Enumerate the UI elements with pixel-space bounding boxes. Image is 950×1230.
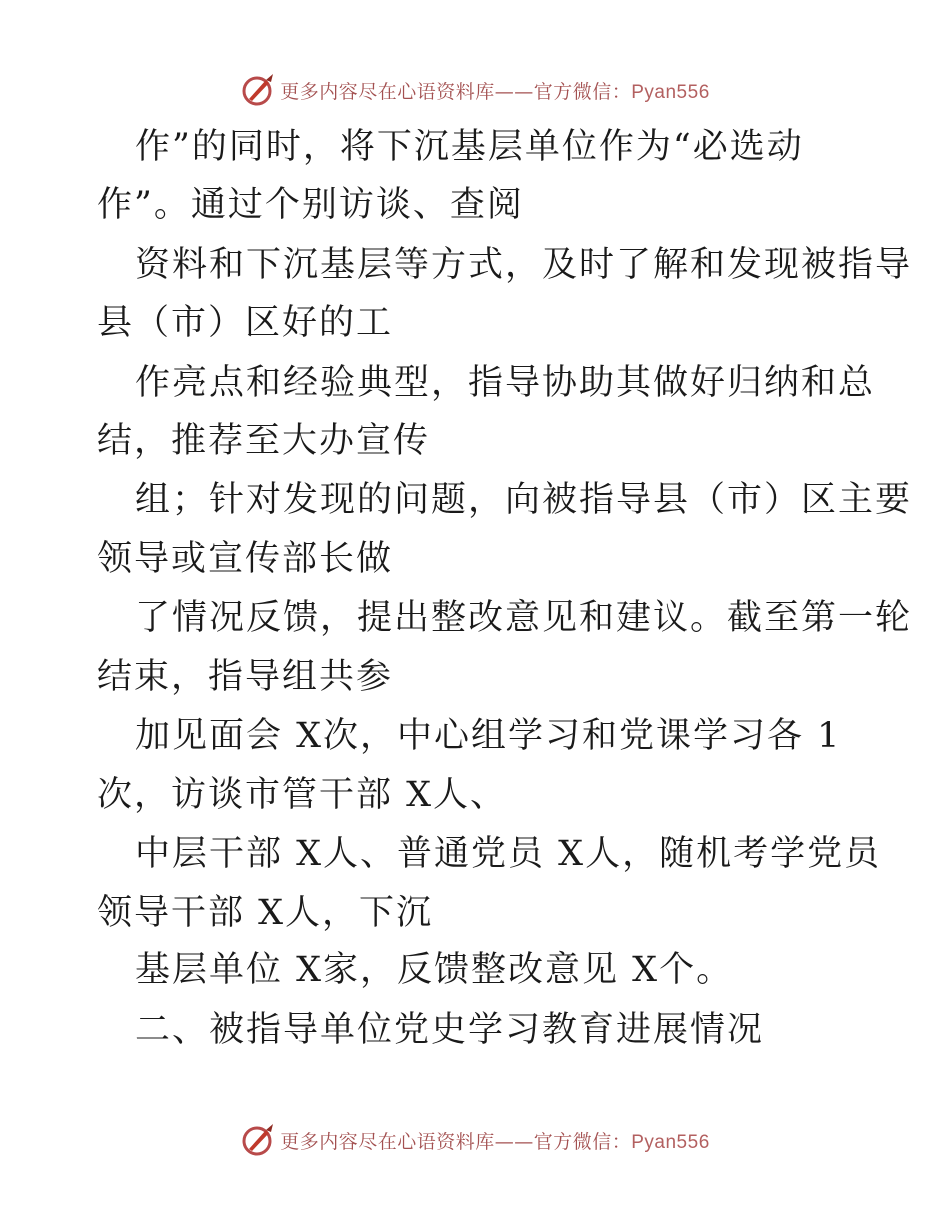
text-line: 县（市）区好的工 bbox=[97, 303, 394, 343]
watermark-text bbox=[280, 1127, 710, 1154]
watermark-brand: 更多内容尽在心语资料库 bbox=[280, 80, 495, 103]
text-line: 基层单位 X家，反馈整改意见 X个。 bbox=[135, 950, 734, 990]
text-line: 结，推荐至大办宣传 bbox=[97, 421, 431, 461]
text-line: 了情况反馈，提出整改意见和建议。截至第一轮 bbox=[135, 598, 913, 638]
watermark-contact-label: 官方微信： bbox=[533, 1130, 632, 1153]
text-line: 领导干部 X人，下沉 bbox=[97, 893, 434, 933]
section-heading: 二、被指导单位党史学习教育进展情况 bbox=[135, 1010, 765, 1050]
text-line: 作亮点和经验典型，指导协助其做好归纳和总 bbox=[135, 363, 876, 403]
text-line: 领导或宣传部长做 bbox=[97, 539, 394, 579]
text-line: 结束，指导组共参 bbox=[97, 657, 394, 697]
watermark-separator: —— bbox=[494, 80, 534, 103]
watermark-contact-id: Pyan556 bbox=[631, 81, 710, 103]
footer-watermark bbox=[0, 1120, 950, 1160]
watermark-contact-id: Pyan556 bbox=[631, 1131, 710, 1153]
quill-logo-icon bbox=[240, 1122, 276, 1158]
text-line: 次，访谈市管干部 X人、 bbox=[97, 775, 508, 815]
text-line: 中层干部 X人、普通党员 X人，随机考学党员 bbox=[135, 834, 882, 874]
watermark-separator: —— bbox=[494, 1130, 534, 1153]
text-line: 资料和下沉基层等方式，及时了解和发现被指导 bbox=[135, 245, 913, 285]
watermark-contact-label: 官方微信： bbox=[533, 80, 632, 103]
text-line: 组；针对发现的问题，向被指导县（市）区主要 bbox=[135, 480, 913, 520]
text-line: 作”。通过个别访谈、查阅 bbox=[97, 185, 524, 225]
watermark-brand: 更多内容尽在心语资料库 bbox=[280, 1130, 495, 1153]
text-line: 作”的同时，将下沉基层单位作为“必选动 bbox=[135, 127, 804, 167]
text-line: 加见面会 X次，中心组学习和党课学习各 1 bbox=[135, 716, 842, 756]
